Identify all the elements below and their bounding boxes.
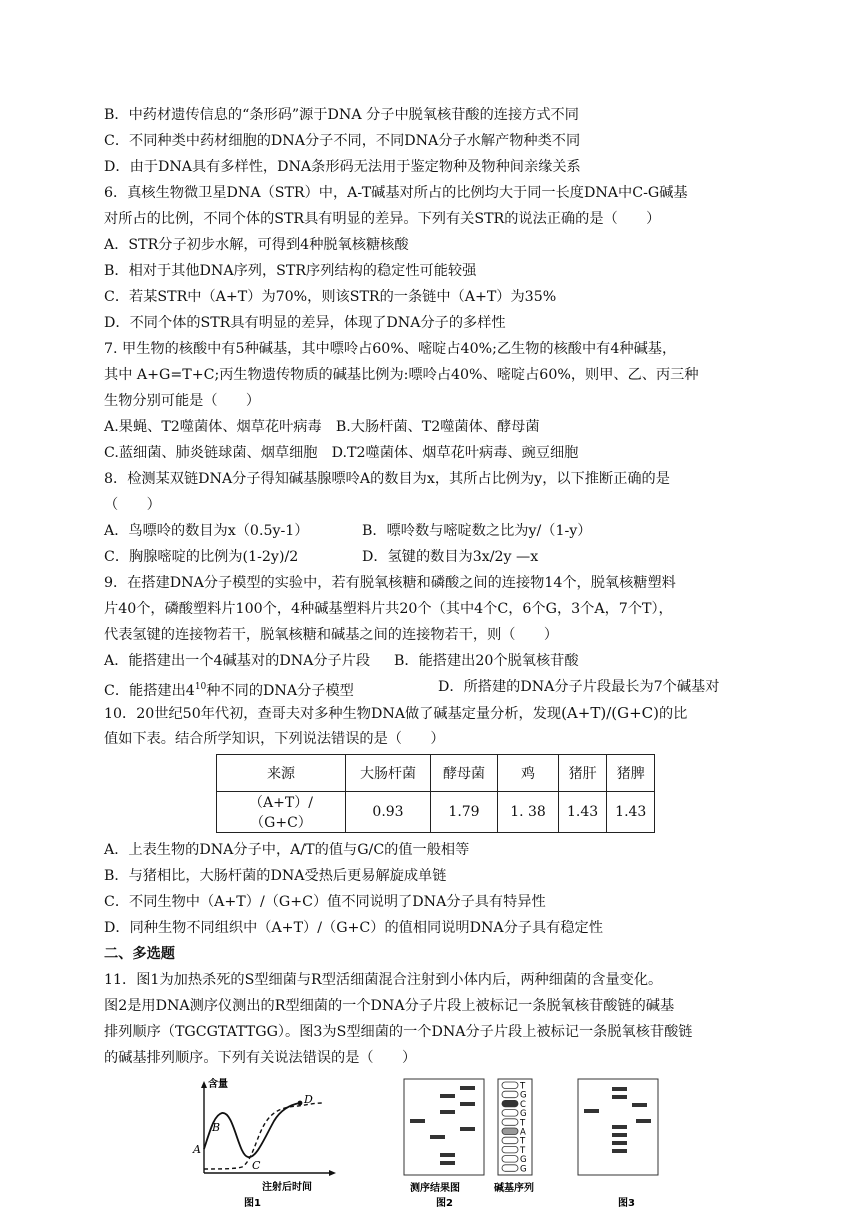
option-line: A.果蝇、T2噬菌体、烟草花叶病毒 B.大肠杆菌、T2噬菌体、酵母菌: [104, 419, 540, 435]
option-c: C．胸腺嘧啶的比例为(1-2y)/2: [104, 549, 299, 565]
table-cell: （A+T）/（G+C）: [217, 792, 346, 833]
option-row: [104, 648, 744, 674]
text-line: C．不同种类中药材细胞的DNA分子不同，不同DNA分子水解产物种类不同: [104, 133, 581, 149]
gel-band: [636, 1119, 651, 1123]
base-letter: A: [520, 1127, 526, 1138]
text-line: B．中药材遗传信息的“条形码”源于DNA 分子中脱氧核苷酸的连接方式不同: [104, 107, 579, 123]
document-page: [104, 102, 744, 1213]
gel-bands: [410, 1086, 475, 1165]
option-d: D．氢键的数目为3x/2y —x: [362, 549, 539, 565]
gel-band: [460, 1127, 475, 1131]
figure-2: [396, 1073, 576, 1209]
table-cell: 0.93: [346, 792, 431, 833]
gel-band: [612, 1125, 627, 1129]
figure-1-caption: 图1: [244, 1198, 261, 1209]
base-pill: [502, 1082, 518, 1089]
base-letter: G: [520, 1155, 527, 1166]
x-axis-label: 注射后时间: [262, 1182, 312, 1193]
option-line: D．不同个体的STR具有明显的差异，体现了DNA分子的多样性: [104, 315, 506, 331]
table-cell: 1.43: [607, 792, 655, 833]
x-axis-arrow: [329, 1170, 336, 1176]
gel-band: [430, 1135, 445, 1139]
table-cell: 酵母菌: [431, 755, 498, 792]
option-c: C．能搭建出$4^{10}$种不同的DNA分子模型: [104, 682, 354, 699]
option-b: B．能搭建出20个脱氧核苷酸: [394, 653, 579, 669]
base-pill: [502, 1091, 518, 1098]
option-d: D．所搭建的DNA分子片段最长为7个碱基对: [438, 679, 720, 695]
table-cell: 1.43: [559, 792, 607, 833]
option-line: C.蓝细菌、肺炎链球菌、烟草细胞 D.T2噬菌体、烟草花叶病毒、豌豆细胞: [104, 445, 579, 461]
text-line: 的碱基排列顺序。下列有关说法错误的是（ ）: [104, 1050, 417, 1066]
question-8: 8．检测某双链DNA分子得知碱基腺嘌呤A的数目为x，其所占比例为y，以下推断正确的是: [104, 471, 670, 487]
gel-band: [460, 1102, 475, 1106]
point-d: D: [304, 1093, 313, 1106]
figure-3: [572, 1073, 672, 1209]
base-pill: [502, 1110, 518, 1117]
option-line: C．不同生物中（A+T）/（G+C）值不同说明了DNA分子具有特异性: [104, 894, 546, 910]
option-line: B．与猪相比，大肠杆菌的DNA受热后更易解旋成单链: [104, 868, 447, 884]
gel-band: [612, 1133, 627, 1137]
base-letter: T: [520, 1136, 526, 1147]
question-7: 7. 甲生物的核酸中有5种碱基，其中嘌呤占60%、嘧啶占40%;乙生物的核酸中有4种碱基，: [104, 341, 677, 357]
base-sequence: [502, 1082, 527, 1175]
gel-band: [612, 1087, 627, 1091]
option-row: [104, 674, 744, 700]
formula: (A+T)/(G+C): [561, 704, 659, 722]
gel-band: [460, 1086, 475, 1090]
table-row: [217, 792, 655, 833]
table-cell: 鸡: [498, 755, 559, 792]
text-line: （ ）: [104, 497, 161, 513]
option-row: [104, 544, 744, 570]
gel-band: [632, 1103, 647, 1107]
base-letter: T: [520, 1081, 526, 1092]
figures-row: [104, 1073, 744, 1213]
base-pill: [502, 1119, 518, 1126]
base-pill: [502, 1156, 518, 1163]
question-10: 10．20世纪50年代初，查哥夫对多种生物DNA做了碱基定量分析，发现(A+T)/(G+C)的比: [104, 704, 688, 722]
gel-band: [612, 1141, 627, 1145]
base-sequence-label: 碱基序列: [494, 1183, 534, 1194]
text-line: 排列顺序（TGCGTATTGG）。图3为S型细菌的一个DNA分子片段上被标记一条脱氧核苷酸链: [104, 1024, 693, 1040]
text-line: 片40个，磷酸塑料片100个，4种碱基塑料片共20个（其中4个C，6个G，3个A，7个T），: [104, 601, 673, 617]
figure-1: [182, 1073, 342, 1209]
base-pill: [502, 1165, 518, 1172]
base-pill: [502, 1146, 518, 1153]
option-a: A．鸟嘌呤的数目为x（0.5y-1）: [104, 523, 309, 539]
question-9: 9．在搭建DNA分子模型的实验中，若有脱氧核糖和磷酸之间的连接物14个，脱氧核糖塑料: [104, 575, 676, 591]
text-line: 图2是用DNA测序仪测出的R型细菌的一个DNA分子片段上被标记一条脱氧核苷酸链的碱基: [104, 998, 675, 1014]
table-cell: 来源: [217, 755, 346, 792]
base-letter: T: [520, 1118, 526, 1129]
base-letter: G: [520, 1090, 527, 1101]
gel-band: [612, 1149, 627, 1153]
table-cell: 1.79: [431, 792, 498, 833]
question-11: 11．图1为加热杀死的S型细菌与R型活细菌混合注射到小体内后，两种细菌的含量变化。: [104, 972, 663, 988]
data-table: [216, 754, 655, 833]
sequencing-result-label: 测序结果图: [410, 1183, 460, 1194]
base-letter: T: [520, 1145, 526, 1156]
table-cell: 大肠杆菌: [346, 755, 431, 792]
text-line: 生物分别可能是（ ）: [104, 393, 261, 409]
question-6: 6．真核生物微卫星DNA（STR）中，A-T碱基对所占的比例均大于同一长度DNA中C-G碱基: [104, 185, 688, 201]
point-a: A: [193, 1143, 201, 1156]
figure-3-caption: 图3: [618, 1198, 635, 1209]
option-b: B．嘌呤数与嘧啶数之比为y/（1-y）: [362, 523, 592, 539]
option-line: C．若某STR中（A+T）为70%，则该STR的一条链中（A+T）为35%: [104, 289, 557, 305]
text-line: 代表氢键的连接物若干，脱氧核糖和碱基之间的连接物若干，则（ ）: [104, 627, 559, 643]
gel-band: [410, 1119, 425, 1123]
option-line: D．同种生物不同组织中（A+T）/（G+C）的值相同说明DNA分子具有稳定性: [104, 920, 603, 936]
point-d-marker: [298, 1101, 303, 1106]
gel-band: [440, 1153, 455, 1157]
y-axis-arrow: [201, 1081, 207, 1088]
table-cell: 1. 38: [498, 792, 559, 833]
text-line: 对所占的比例，不同个体的STR具有明显的差异。下列有关STR的说法正确的是（ ）: [104, 211, 661, 227]
figure-2-caption: 图2: [436, 1198, 453, 1209]
gel-band: [584, 1109, 599, 1113]
table-header-row: [217, 755, 655, 792]
gel-band: [440, 1161, 455, 1165]
text-line: D．由于DNA具有多样性，DNA条形码无法用于鉴定物种及物种间亲缘关系: [104, 159, 581, 175]
table-cell: 猪脾: [607, 755, 655, 792]
option-a: A．能搭建出一个4碱基对的DNA分子片段: [104, 653, 371, 669]
section-heading: 二、多选题: [104, 946, 175, 962]
base-pill: [502, 1137, 518, 1144]
text-line: 其中 A+G=T+C;丙生物遗传物质的碱基比例为:嘌呤占40%、嘧啶占60%，则甲、乙、丙三种: [104, 367, 699, 383]
point-c: C: [252, 1159, 261, 1172]
option-line: A．STR分子初步水解，可得到4种脱氧核糖核酸: [104, 237, 409, 253]
point-b: B: [212, 1121, 221, 1134]
base-pill: [502, 1100, 518, 1107]
gel-band: [440, 1110, 455, 1114]
option-line: B．相对于其他DNA序列，STR序列结构的稳定性可能较强: [104, 263, 477, 279]
gel-bands: [584, 1087, 651, 1153]
y-axis-label: 含量: [208, 1079, 228, 1090]
gel-band: [440, 1094, 455, 1098]
base-pill: [502, 1128, 518, 1135]
text-line: 值如下表。结合所学知识，下列说法错误的是（ ）: [104, 731, 445, 747]
base-letter: G: [520, 1109, 527, 1120]
base-letter: G: [520, 1164, 527, 1175]
option-line: A．上表生物的DNA分子中，A/T的值与G/C的值一般相等: [104, 842, 470, 858]
gel-band: [612, 1095, 627, 1099]
option-row: [104, 518, 744, 544]
base-letter: C: [520, 1099, 526, 1110]
table-cell: 猪肝: [559, 755, 607, 792]
